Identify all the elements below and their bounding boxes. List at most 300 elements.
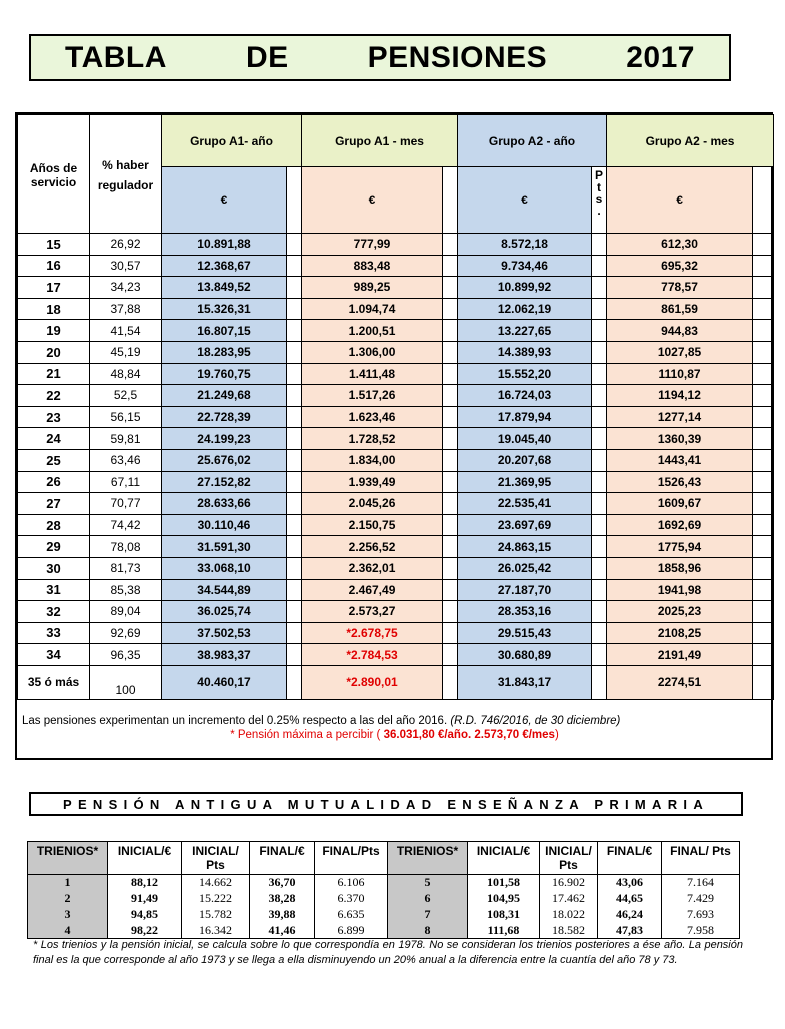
spacer-cell [592, 428, 607, 450]
a2-month-cell: 1692,69 [607, 514, 753, 536]
years-cell: 31 [18, 579, 90, 601]
trienios-row [28, 891, 740, 907]
trienios-cell: 6.899 [315, 923, 388, 939]
spacer-cell [753, 557, 774, 579]
trienios-header-cell: INICIAL/€ [468, 842, 540, 875]
a1-month-cell: *2.784,53 [302, 644, 443, 666]
pension-row [18, 385, 774, 407]
trienios-cell: 8 [388, 923, 468, 939]
pct-cell: 41,54 [90, 320, 162, 342]
a2-year-cell: 20.207,68 [458, 449, 592, 471]
pct-cell: 67,11 [90, 471, 162, 493]
a1-year-cell: 27.152,82 [162, 471, 287, 493]
spacer-cell [753, 622, 774, 644]
a2-year-cell: 22.535,41 [458, 493, 592, 515]
trienios-cell: 18.022 [540, 907, 598, 923]
spacer-cell [592, 536, 607, 558]
spacer-cell [753, 277, 774, 299]
pct-cell: 52,5 [90, 385, 162, 407]
a2-month-cell: 1858,96 [607, 557, 753, 579]
pension-row [18, 622, 774, 644]
spacer-cell [592, 493, 607, 515]
pct-cell: 85,38 [90, 579, 162, 601]
pct-cell: 48,84 [90, 363, 162, 385]
trienios-row [28, 875, 740, 891]
spacer-cell [287, 601, 302, 623]
pension-row [18, 277, 774, 299]
header-years: Años de servicio [18, 115, 90, 234]
a1-month-cell: 1.939,49 [302, 471, 443, 493]
a1-year-cell: 12.368,67 [162, 255, 287, 277]
trienios-cell: 7.164 [662, 875, 740, 891]
spacer-cell [287, 320, 302, 342]
pct-cell: 81,73 [90, 557, 162, 579]
pct-cell: 100 [90, 665, 162, 699]
spacer-cell [753, 665, 774, 699]
a1-month-cell: 1.411,48 [302, 363, 443, 385]
trienios-cell: 6.370 [315, 891, 388, 907]
currency-a2-month: € [607, 167, 753, 234]
trienios-cell: 98,22 [108, 923, 182, 939]
a1-year-cell: 24.199,23 [162, 428, 287, 450]
trienios-row [28, 907, 740, 923]
pct-cell: 92,69 [90, 622, 162, 644]
a1-year-cell: 33.068,10 [162, 557, 287, 579]
trienios-cell: 104,95 [468, 891, 540, 907]
spacer-cell [592, 320, 607, 342]
spacer-cell [443, 579, 458, 601]
a2-month-cell: 1194,12 [607, 385, 753, 407]
a2-month-cell: 2191,49 [607, 644, 753, 666]
spacer-cell [753, 298, 774, 320]
trienios-cell: 91,49 [108, 891, 182, 907]
spacer-cell [443, 514, 458, 536]
a1-month-cell: 1.306,00 [302, 341, 443, 363]
years-cell: 17 [18, 277, 90, 299]
a2-month-cell: 1277,14 [607, 406, 753, 428]
title-word-4: 2017 [626, 40, 695, 74]
years-cell: 26 [18, 471, 90, 493]
a2-year-cell: 8.572,18 [458, 234, 592, 256]
spacer-cell [592, 385, 607, 407]
a1-month-cell: 989,25 [302, 277, 443, 299]
pension-row [18, 557, 774, 579]
pct-cell: 89,04 [90, 601, 162, 623]
pension-row [18, 579, 774, 601]
spacer-cell [443, 298, 458, 320]
spacer-cell [753, 255, 774, 277]
a2-year-cell: 21.369,95 [458, 471, 592, 493]
pension-row [18, 665, 774, 699]
spacer-cell [287, 557, 302, 579]
spacer-cell [287, 363, 302, 385]
pension-row [18, 471, 774, 493]
a2-month-cell: 1027,85 [607, 341, 753, 363]
trienios-cell: 6 [388, 891, 468, 907]
years-cell: 34 [18, 644, 90, 666]
trienios-cell: 44,65 [598, 891, 662, 907]
a2-year-cell: 30.680,89 [458, 644, 592, 666]
trienios-cell: 7.958 [662, 923, 740, 939]
trienios-header-cell: TRIENIOS* [28, 842, 108, 875]
spacer-cell [753, 167, 774, 234]
a1-month-cell: 1.623,46 [302, 406, 443, 428]
trienios-cell: 47,83 [598, 923, 662, 939]
a2-year-cell: 10.899,92 [458, 277, 592, 299]
trienios-cell: 18.582 [540, 923, 598, 939]
spacer-cell [287, 471, 302, 493]
a2-year-cell: 24.863,15 [458, 536, 592, 558]
trienios-cell: 39,88 [250, 907, 315, 923]
years-cell: 24 [18, 428, 90, 450]
years-cell: 30 [18, 557, 90, 579]
header-a2-year: Grupo A2 - año [458, 115, 607, 167]
a1-year-cell: 13.849,52 [162, 277, 287, 299]
a1-year-cell: 15.326,31 [162, 298, 287, 320]
pension-row [18, 255, 774, 277]
spacer-cell [753, 601, 774, 623]
trienios-cell: 6.635 [315, 907, 388, 923]
a2-year-cell: 13.227,65 [458, 320, 592, 342]
spacer-cell [592, 277, 607, 299]
trienios-header-cell: FINAL/Pts [315, 842, 388, 875]
trienios-row [28, 923, 740, 939]
pension-row [18, 449, 774, 471]
spacer-cell [287, 167, 302, 234]
spacer-cell [287, 579, 302, 601]
years-cell: 27 [18, 493, 90, 515]
a1-year-cell: 30.110,46 [162, 514, 287, 536]
a1-month-cell: 1.834,00 [302, 449, 443, 471]
trienios-cell: 36,70 [250, 875, 315, 891]
spacer-cell [753, 536, 774, 558]
spacer-cell [443, 363, 458, 385]
a1-month-cell: *2.678,75 [302, 622, 443, 644]
pension-row [18, 234, 774, 256]
page-title [29, 34, 731, 81]
pensions-table [17, 114, 774, 700]
a1-year-cell: 18.283,95 [162, 341, 287, 363]
spacer-cell [753, 363, 774, 385]
spacer-cell [753, 406, 774, 428]
spacer-cell [753, 341, 774, 363]
trienios-header-cell: FINAL/ Pts [662, 842, 740, 875]
trienios-cell: 16.342 [182, 923, 250, 939]
a1-year-cell: 37.502,53 [162, 622, 287, 644]
spacer-cell [592, 622, 607, 644]
spacer-cell [592, 665, 607, 699]
spacer-cell [443, 493, 458, 515]
a2-year-cell: 26.025,42 [458, 557, 592, 579]
trienios-header-cell: FINAL/€ [598, 842, 662, 875]
spacer-cell [287, 406, 302, 428]
pension-row [18, 644, 774, 666]
trienios-header-cell: INICIAL/€ [108, 842, 182, 875]
spacer-cell [753, 320, 774, 342]
spacer-cell [443, 167, 458, 234]
header-pct: % haber regulador [90, 115, 162, 234]
pct-cell: 74,42 [90, 514, 162, 536]
header-a1-year: Grupo A1- año [162, 115, 302, 167]
a2-month-cell: 1526,43 [607, 471, 753, 493]
a1-month-cell: 1.517,26 [302, 385, 443, 407]
spacer-cell [443, 536, 458, 558]
a1-month-cell: 2.150,75 [302, 514, 443, 536]
pct-cell: 78,08 [90, 536, 162, 558]
spacer-cell [592, 298, 607, 320]
spacer-cell [443, 665, 458, 699]
trienios-cell: 1 [28, 875, 108, 891]
spacer-cell [287, 449, 302, 471]
a2-month-cell: 1609,67 [607, 493, 753, 515]
a2-month-cell: 2025,23 [607, 601, 753, 623]
spacer-cell [287, 341, 302, 363]
spacer-cell [287, 298, 302, 320]
pct-cell: 26,92 [90, 234, 162, 256]
trienios-cell: 15.222 [182, 891, 250, 907]
pension-row [18, 341, 774, 363]
trienios-cell: 15.782 [182, 907, 250, 923]
trienios-table [27, 841, 740, 939]
years-cell: 29 [18, 536, 90, 558]
trienios-header-cell: FINAL/€ [250, 842, 315, 875]
trienios-header-cell: INICIAL/ Pts [182, 842, 250, 875]
a1-month-cell: 1.200,51 [302, 320, 443, 342]
spacer-cell [287, 234, 302, 256]
spacer-cell [443, 428, 458, 450]
spacer-cell [287, 428, 302, 450]
spacer-cell [443, 622, 458, 644]
spacer-cell [443, 406, 458, 428]
pension-row [18, 493, 774, 515]
spacer-cell [592, 255, 607, 277]
trienios-cell: 108,31 [468, 907, 540, 923]
spacer-cell [753, 428, 774, 450]
trienios-cell: 7.429 [662, 891, 740, 907]
spacer-cell [753, 234, 774, 256]
a2-month-cell: 1941,98 [607, 579, 753, 601]
pension-row [18, 428, 774, 450]
pensions-notes [22, 715, 767, 741]
a2-month-cell: 1443,41 [607, 449, 753, 471]
spacer-cell [443, 449, 458, 471]
trienios-cell: 6.106 [315, 875, 388, 891]
a1-month-cell: 777,99 [302, 234, 443, 256]
pct-cell: 30,57 [90, 255, 162, 277]
spacer-cell [443, 644, 458, 666]
spacer-cell [592, 471, 607, 493]
years-cell: 19 [18, 320, 90, 342]
a2-year-cell: 31.843,17 [458, 665, 592, 699]
spacer-cell [287, 255, 302, 277]
a1-month-cell: 1.094,74 [302, 298, 443, 320]
spacer-cell [443, 341, 458, 363]
pct-cell: 70,77 [90, 493, 162, 515]
spacer-cell [287, 514, 302, 536]
years-cell: 28 [18, 514, 90, 536]
a1-year-cell: 38.983,37 [162, 644, 287, 666]
pensions-header-row [18, 115, 774, 167]
trienios-header-cell: INICIAL/ Pts [540, 842, 598, 875]
a2-month-cell: 1110,87 [607, 363, 753, 385]
a1-month-cell: 883,48 [302, 255, 443, 277]
a2-year-cell: 16.724,03 [458, 385, 592, 407]
spacer-cell [753, 579, 774, 601]
a1-year-cell: 28.633,66 [162, 493, 287, 515]
pct-cell: 37,88 [90, 298, 162, 320]
trienios-cell: 3 [28, 907, 108, 923]
trienios-cell: 43,06 [598, 875, 662, 891]
spacer-cell [753, 644, 774, 666]
a2-month-cell: 2108,25 [607, 622, 753, 644]
pension-row [18, 514, 774, 536]
trienios-cell: 94,85 [108, 907, 182, 923]
spacer-cell [753, 385, 774, 407]
spacer-cell [443, 471, 458, 493]
trienios-cell: 2 [28, 891, 108, 907]
pension-row [18, 320, 774, 342]
spacer-cell [592, 514, 607, 536]
pension-row [18, 406, 774, 428]
spacer-cell [443, 320, 458, 342]
years-cell: 20 [18, 341, 90, 363]
years-cell: 21 [18, 363, 90, 385]
a2-year-cell: 14.389,93 [458, 341, 592, 363]
a1-month-cell: 2.573,27 [302, 601, 443, 623]
a1-month-cell: 2.362,01 [302, 557, 443, 579]
a1-year-cell: 19.760,75 [162, 363, 287, 385]
trienios-cell: 41,46 [250, 923, 315, 939]
pension-row [18, 601, 774, 623]
years-cell: 32 [18, 601, 90, 623]
trienios-cell: 46,24 [598, 907, 662, 923]
trienios-cell: 5 [388, 875, 468, 891]
spacer-cell [443, 557, 458, 579]
pension-row [18, 363, 774, 385]
spacer-cell [753, 493, 774, 515]
a2-month-cell: 2274,51 [607, 665, 753, 699]
a1-year-cell: 21.249,68 [162, 385, 287, 407]
a1-year-cell: 22.728,39 [162, 406, 287, 428]
a1-month-cell: 2.256,52 [302, 536, 443, 558]
a1-month-cell: 2.045,26 [302, 493, 443, 515]
a2-year-cell: 19.045,40 [458, 428, 592, 450]
trienios-cell: 4 [28, 923, 108, 939]
a1-month-cell: 2.467,49 [302, 579, 443, 601]
spacer-cell [592, 601, 607, 623]
spacer-cell [592, 406, 607, 428]
header-a1-month: Grupo A1 - mes [302, 115, 458, 167]
years-cell: 23 [18, 406, 90, 428]
a1-year-cell: 10.891,88 [162, 234, 287, 256]
trienios-cell: 101,58 [468, 875, 540, 891]
spacer-cell [443, 234, 458, 256]
years-cell: 25 [18, 449, 90, 471]
a2-year-cell: 28.353,16 [458, 601, 592, 623]
spacer-cell [443, 601, 458, 623]
years-cell: 22 [18, 385, 90, 407]
a1-year-cell: 25.676,02 [162, 449, 287, 471]
trienios-cell: 17.462 [540, 891, 598, 907]
spacer-cell [287, 536, 302, 558]
pct-cell: 96,35 [90, 644, 162, 666]
note-max-pension: * Pensión máxima a percibir ( 36.031,80 €/año. 2.573,70 €/mes) [230, 729, 559, 741]
pct-cell: 59,81 [90, 428, 162, 450]
a2-year-cell: 29.515,43 [458, 622, 592, 644]
years-cell: 18 [18, 298, 90, 320]
pct-cell: 45,19 [90, 341, 162, 363]
trienios-cell: 38,28 [250, 891, 315, 907]
spacer-cell [592, 557, 607, 579]
pension-row [18, 298, 774, 320]
spacer-cell [592, 341, 607, 363]
a2-month-cell: 778,57 [607, 277, 753, 299]
spacer-cell [592, 579, 607, 601]
trienios-header-cell: TRIENIOS* [388, 842, 468, 875]
spacer-cell [287, 277, 302, 299]
a2-month-cell: 861,59 [607, 298, 753, 320]
years-cell: 16 [18, 255, 90, 277]
years-cell: 15 [18, 234, 90, 256]
spacer-cell [443, 385, 458, 407]
a2-year-cell: 23.697,69 [458, 514, 592, 536]
title-word-2: DE [245, 40, 289, 74]
a2-month-cell: 1775,94 [607, 536, 753, 558]
spacer-cell [287, 622, 302, 644]
spacer-cell [592, 449, 607, 471]
pts-label: P t s . [592, 167, 607, 234]
pct-cell: 63,46 [90, 449, 162, 471]
spacer-cell [287, 493, 302, 515]
a1-year-cell: 40.460,17 [162, 665, 287, 699]
spacer-cell [592, 363, 607, 385]
note-increment: Las pensiones experimentan un incremento del 0.25% respecto a las del año 2016. (R.D. 746/2016, de 30 diciembre) [22, 715, 621, 727]
pct-cell: 56,15 [90, 406, 162, 428]
trienios-cell: 14.662 [182, 875, 250, 891]
trienios-cell: 111,68 [468, 923, 540, 939]
trienios-cell: 16.902 [540, 875, 598, 891]
spacer-cell [287, 665, 302, 699]
trienios-cell: 88,12 [108, 875, 182, 891]
spacer-cell [592, 234, 607, 256]
a1-month-cell: 1.728,52 [302, 428, 443, 450]
spacer-cell [443, 277, 458, 299]
spacer-cell [287, 385, 302, 407]
pct-cell: 34,23 [90, 277, 162, 299]
a1-year-cell: 36.025,74 [162, 601, 287, 623]
currency-a1-year: € [162, 167, 287, 234]
spacer-cell [753, 514, 774, 536]
pension-row [18, 536, 774, 558]
a2-month-cell: 944,83 [607, 320, 753, 342]
a1-year-cell: 16.807,15 [162, 320, 287, 342]
a2-year-cell: 15.552,20 [458, 363, 592, 385]
a2-year-cell: 12.062,19 [458, 298, 592, 320]
a1-month-cell: *2.890,01 [302, 665, 443, 699]
years-cell: 35 ó más [18, 665, 90, 699]
mutualidad-title: PENSIÓN ANTIGUA MUTUALIDAD ENSEÑANZA PRIMARIA [29, 792, 743, 816]
trienios-header-row [28, 842, 740, 875]
trienios-cell: 7 [388, 907, 468, 923]
a2-year-cell: 17.879,94 [458, 406, 592, 428]
a2-month-cell: 1360,39 [607, 428, 753, 450]
a2-year-cell: 27.187,70 [458, 579, 592, 601]
a2-year-cell: 9.734,46 [458, 255, 592, 277]
spacer-cell [592, 644, 607, 666]
spacer-cell [753, 449, 774, 471]
a1-year-cell: 31.591,30 [162, 536, 287, 558]
a2-month-cell: 612,30 [607, 234, 753, 256]
